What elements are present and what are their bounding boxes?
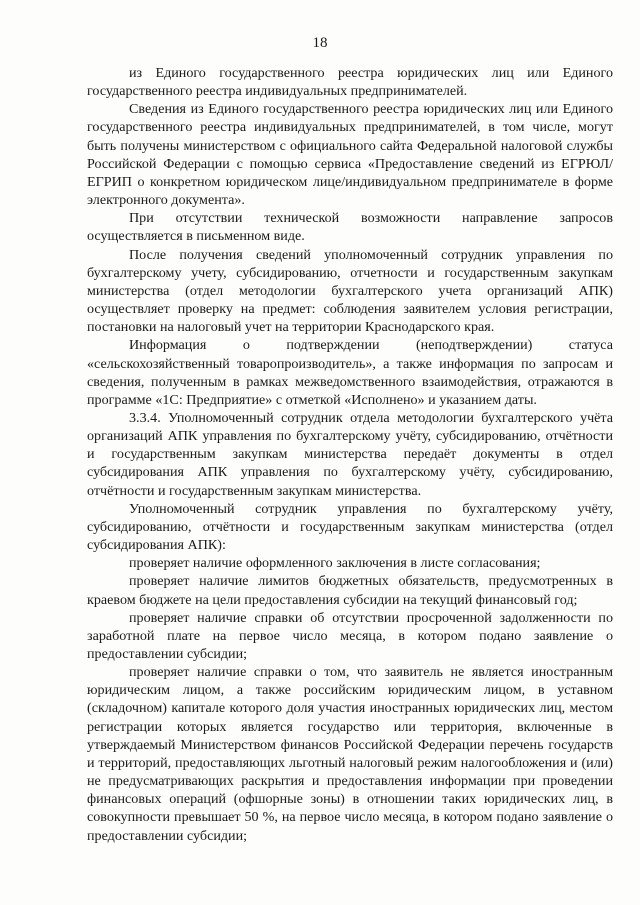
paragraph-2: Сведения из Единого государственного реестра юридических лиц или Единого государственного реестра индивидуальных предпринимателей, в том числе, могут быть получены министерством с официального сайта Федеральной налоговой службы Российской Федерации с помощью сервиса «Предоставление сведений из ЕГРЮЛ/ЕГРИП о конкретном юридическом лице/индивидуальном предпринимателе в форме электронного документа». [87,101,613,209]
paragraph-5: Информация о подтверждении (неподтверждении) статуса «сельскохозяйственный товаропроизводитель», а также информация по запросам и сведения, полученным в рамках межведомственного взаимодействия, отражаются в программе «1С: Предприятие» с отметкой «Исполнено» и указанием даты. [87,337,613,408]
paragraph-9: проверяет наличие лимитов бюджетных обязательств, предусмотренных в краевом бюджете на цели предоставления субсидии на текущий финансовый год; [87,573,613,608]
paragraph-10: проверяет наличие справки об отсутствии просроченной задолженности по заработной плате на первое число месяца, в котором подано заявление о предоставлении субсидии; [87,609,613,662]
paragraph-6: 3.3.4. Уполномоченный сотрудник отдела методологии бухгалтерского учёта организаций АПК управления по бухгалтерскому учёту, субсидированию, отчётности и государственным закупкам министерства передаёт документы в отдел субсидирования АПК управления по бухгалтерскому учёту, субсидированию, отчётности и государственным закупкам министерства. [87,409,613,499]
page-number: 18 [312,35,328,51]
paragraph-1: из Единого государственного реестра юридических лиц или Единого государственного реестра индивидуальных предпринимателей. [87,65,613,100]
paragraph-11: проверяет наличие справки о том, что заявитель не является иностранным юридическим лицом, а также российским юридическим лицом, в уставном (складочном) капитале которого доля участия иностранных юридических лиц, местом регистрации которых является государство или территория, включенные в утверждаемый Министерством финансов Российской Федерации перечень государств и территорий, предоставляющих льготный налоговый режим налогообложения и (или) не предусматривающих раскрытия и предоставления информации при проведении финансовых операций (офшорные зоны) в отношении таких юридических лиц, в совокупности превышает 50 %, на первое число месяца, в котором подано заявление о предоставлении субсидии; [87,664,613,844]
paragraph-7: Уполномоченный сотрудник управления по бухгалтерскому учёту, субсидированию, отчётности и государственным закупкам министерства (отдел субсидирования АПК): [87,500,613,554]
paragraph-3: При отсутствии технической возможности направление запросов осуществляется в письменном виде. [87,210,613,245]
paragraph-8: проверяет наличие оформленного заключения в листе согласования; [129,555,541,572]
paragraph-4: После получения сведений уполномоченный сотрудник управления по бухгалтерскому учету, субсидированию, отчетности и государственным закупкам министерства (отдел методологии бухгалтерского учета организаций АПК) осуществляет проверку на предмет: соблюдения заявителем условия регистрации, постановки на налоговый учет на территории Краснодарского края. [87,246,613,336]
body-text [87,64,613,845]
